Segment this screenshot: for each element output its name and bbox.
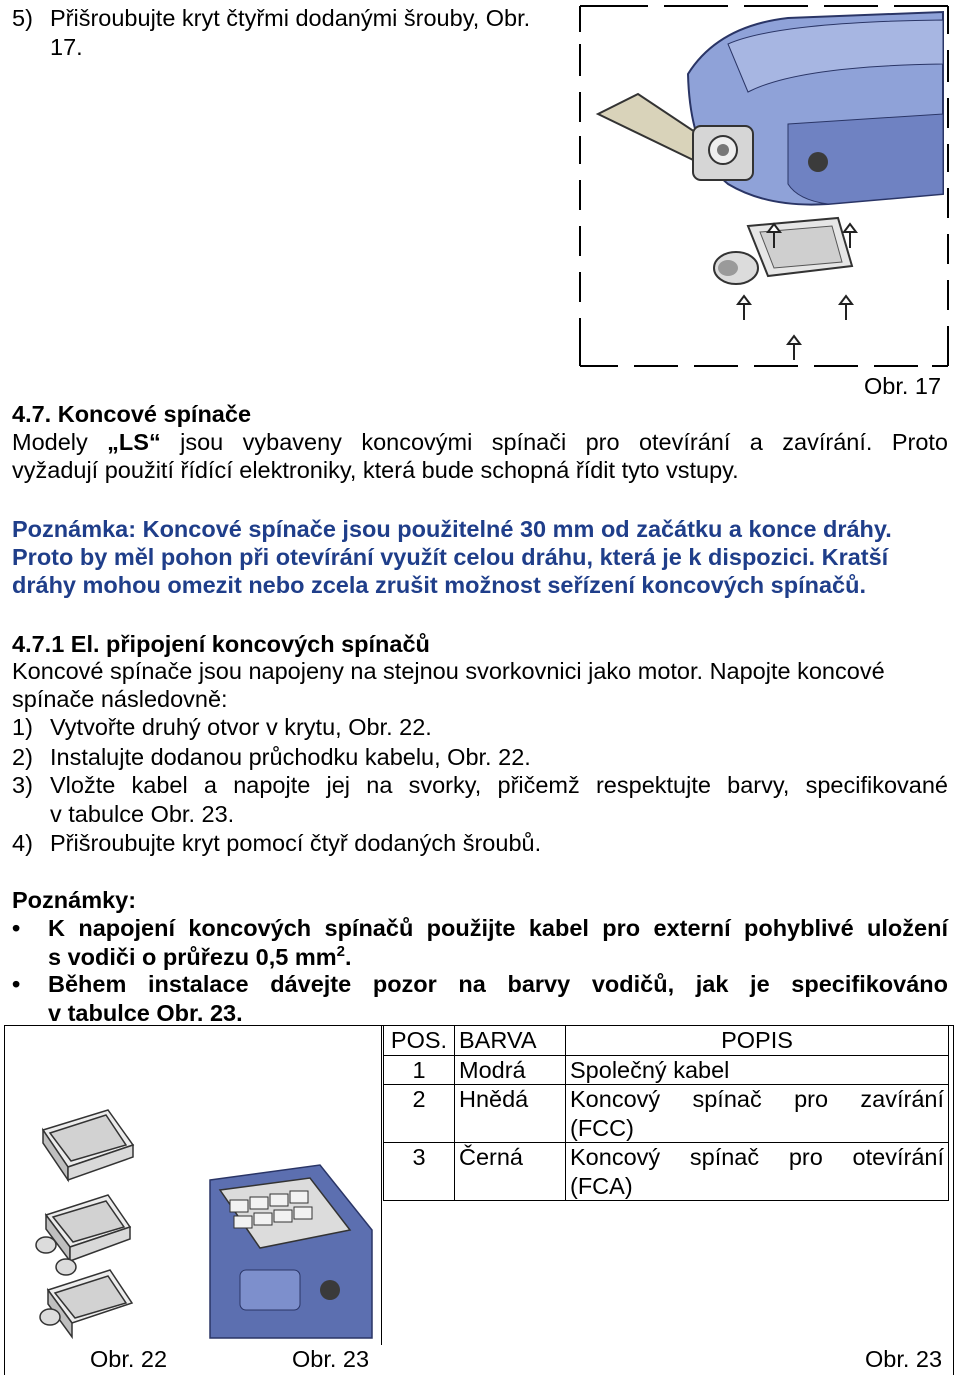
step-text: Vložte kabel a napojte jej na svorky, přičemž respektujte barvy, specifikované xyxy=(50,772,948,798)
figure-divider xyxy=(381,1025,382,1345)
terminal-block-illustration xyxy=(200,1160,375,1340)
table-header-desc: POPIS xyxy=(566,1026,949,1056)
note-line3: dráhy mohou omezit nebo zcela zrušit možnost seřízení koncových spínačů. xyxy=(12,572,867,598)
figure-23-drawing xyxy=(200,1160,375,1340)
actuator-illustration xyxy=(578,4,950,368)
wire-color-table xyxy=(383,1025,949,1201)
figure-17 xyxy=(578,4,950,368)
figure-23-caption-right: Obr. 23 xyxy=(865,1346,943,1372)
table-header-pos: POS. xyxy=(384,1026,455,1056)
section-heading: 4.7. Koncové spínače xyxy=(12,401,252,427)
subsection-heading: 4.7.1 El. připojení koncových spínačů xyxy=(12,631,430,657)
step-number: 5) xyxy=(12,5,33,31)
table-row: 3 Černá Koncový spínač pro otevírání (FCA) xyxy=(384,1143,949,1201)
bullet-icon: • xyxy=(12,971,21,997)
table-header-row xyxy=(384,1026,949,1056)
step-text-cont: 17. xyxy=(50,33,83,60)
figure-17-caption: Obr. 17 xyxy=(864,373,942,399)
subsection-line2: spínače následovně: xyxy=(12,686,228,712)
figure-22 xyxy=(28,1095,148,1345)
bullet-icon: • xyxy=(12,915,21,941)
notes-heading: Poznámky: xyxy=(12,887,137,913)
table-row: 1 Modrá Společný kabel xyxy=(384,1055,949,1085)
section-intro-line2: vyžadují použití řídící elektroniky, která bude schopná řídit tyto vstupy. xyxy=(12,457,739,483)
note-line2: Proto by měl pohon při otevírání využít celou dráhu, která je k dispozici. Kratší xyxy=(12,544,889,570)
step-text: Přišroubujte kryt pomocí čtyř dodaných šroubů. xyxy=(50,830,542,856)
step-text: Vytvořte druhý otvor v krytu, Obr. 22. xyxy=(50,714,432,740)
step-text: Přišroubujte kryt čtyřmi dodanými šrouby, Obr. xyxy=(50,5,531,31)
step-text: Instalujte dodanou průchodku kabelu, Obr. 22. xyxy=(50,744,531,770)
cable-gland-illustration xyxy=(28,1095,148,1345)
figure-23-caption-left: Obr. 23 xyxy=(292,1346,370,1372)
section-intro-line1: Modely „LS“ jsou vybaveny koncovými spínači pro otevírání a zavírání. Proto xyxy=(12,429,948,455)
table-row: 2 Hnědá Koncový spínač pro zavírání (FCC) xyxy=(384,1085,949,1143)
model-ls: „LS“ xyxy=(107,429,161,455)
step-text-cont: v tabulce Obr. 23. xyxy=(50,800,235,827)
figure-22-caption: Obr. 22 xyxy=(90,1346,168,1372)
table-header-color: BARVA xyxy=(455,1026,566,1056)
subsection-line1: Koncové spínače jsou napojeny na stejnou svorkovnici jako motor. Napojte koncové xyxy=(12,658,885,684)
note-line1: Poznámka: Koncové spínače jsou použitelné 30 mm od začátku a konce dráhy. xyxy=(12,516,892,542)
